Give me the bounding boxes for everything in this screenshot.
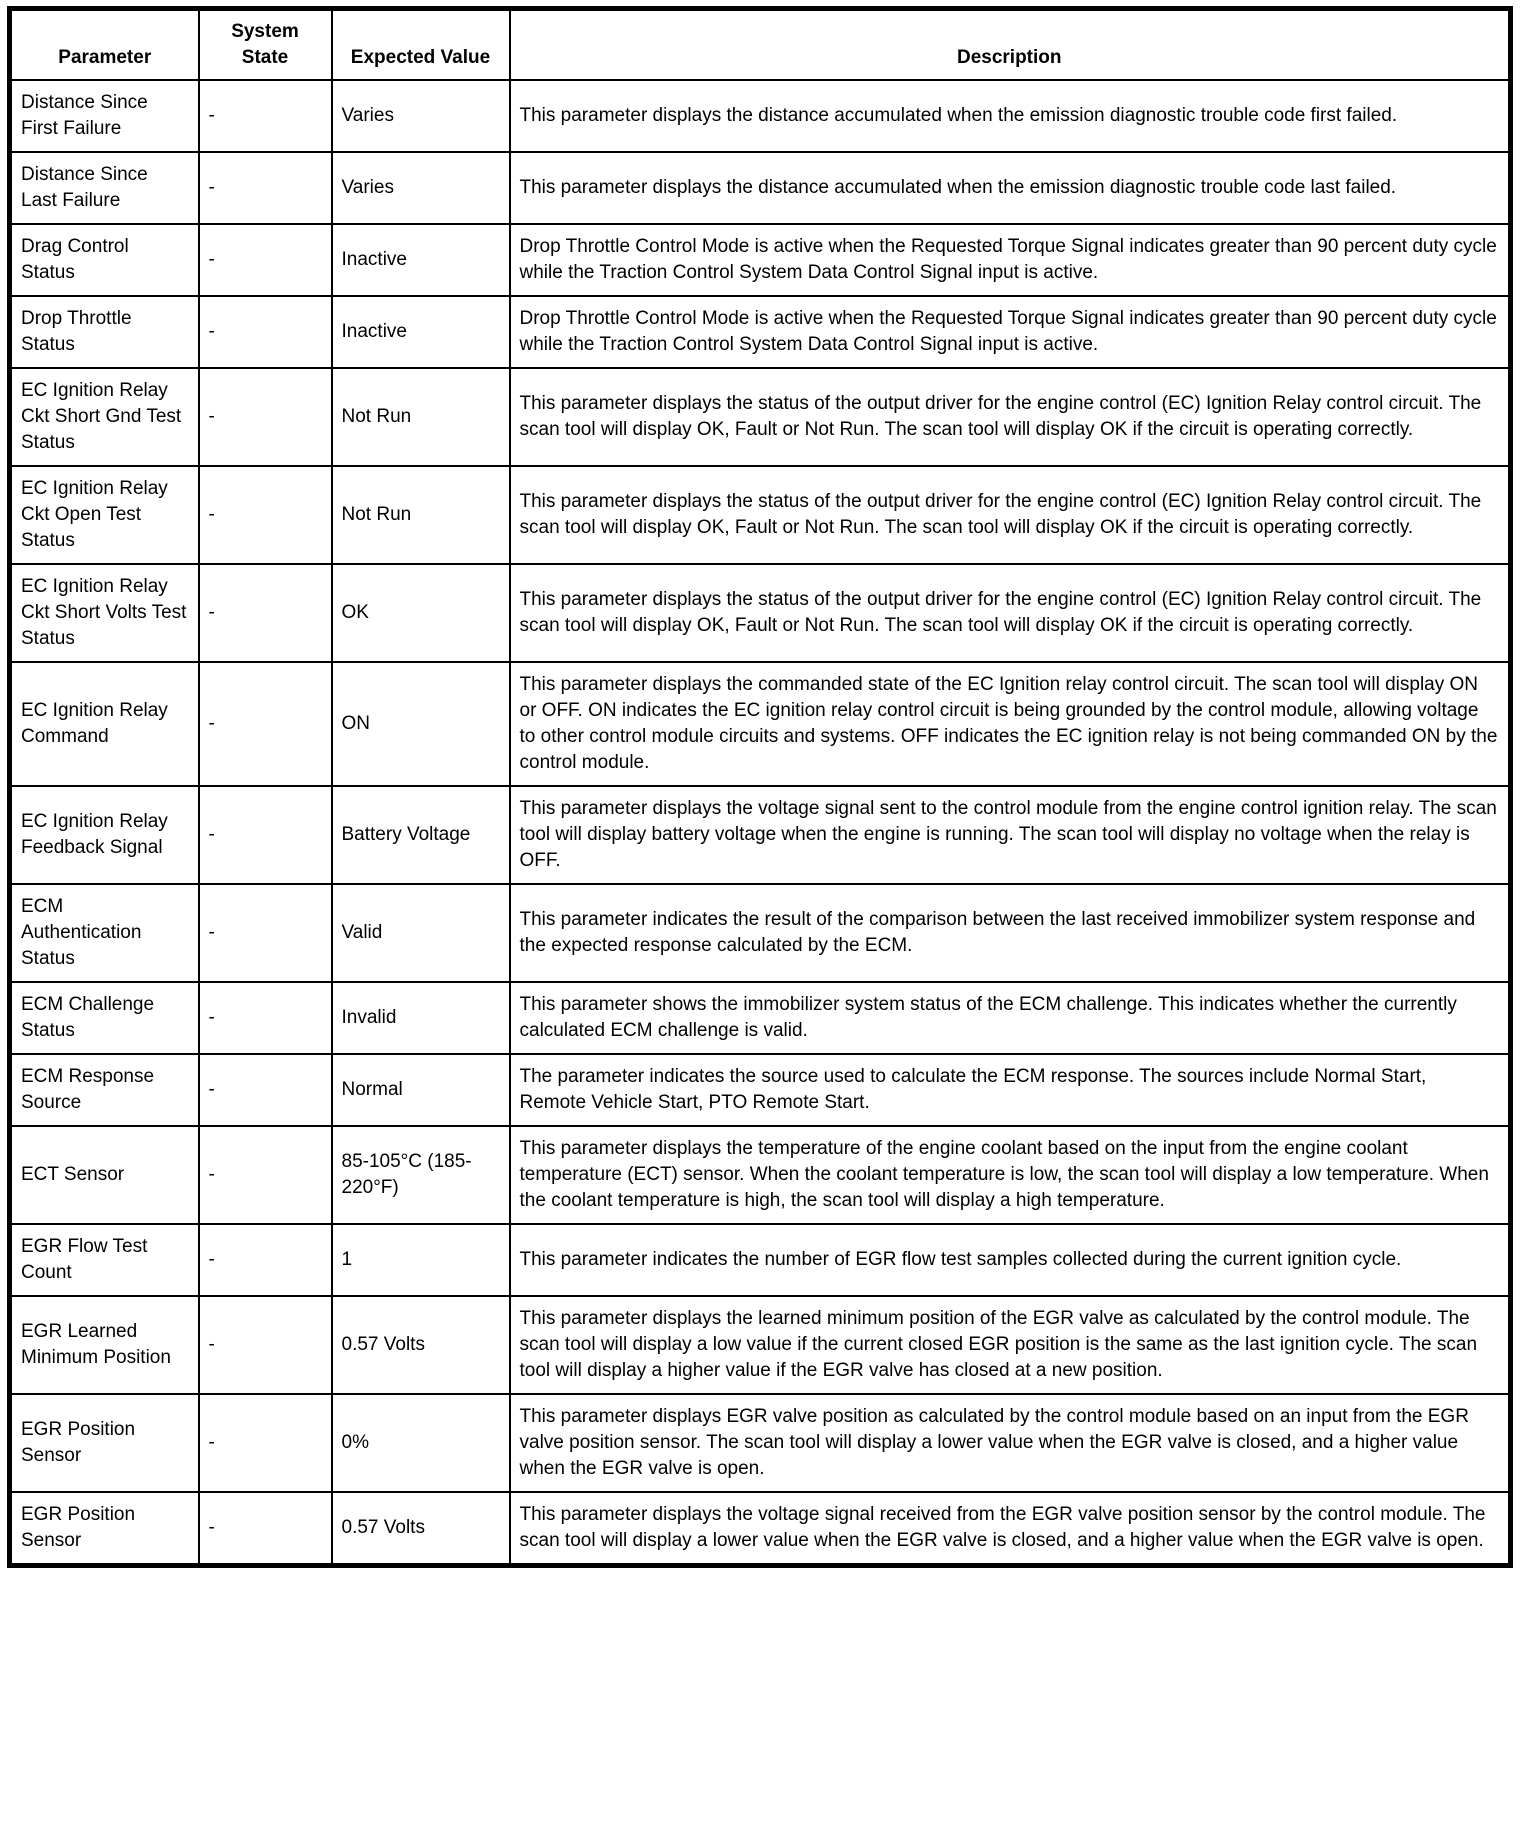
table-row — [10, 368, 1511, 466]
cell-parameter: Drop Throttle Status — [10, 296, 199, 368]
cell-system-state: - — [199, 1126, 332, 1224]
column-header-system-state: System State — [199, 9, 332, 81]
cell-system-state: - — [199, 1394, 332, 1492]
cell-parameter: ECM Response Source — [10, 1054, 199, 1126]
table-row — [10, 786, 1511, 884]
cell-system-state: - — [199, 1054, 332, 1126]
cell-expected-value: Invalid — [332, 982, 510, 1054]
table-row — [10, 296, 1511, 368]
cell-description: This parameter shows the immobilizer system status of the ECM challenge. This indicates whether the currently calculated ECM challenge is valid. — [510, 982, 1511, 1054]
table-row — [10, 1492, 1511, 1566]
table-row — [10, 1394, 1511, 1492]
cell-system-state: - — [199, 1492, 332, 1566]
column-header-parameter: Parameter — [10, 9, 199, 81]
cell-parameter: Drag Control Status — [10, 224, 199, 296]
cell-description: This parameter displays the commanded state of the EC Ignition relay control circuit. The scan tool will display ON or OFF. ON indicates the EC ignition relay control circuit is being grounded by the control module, allowing voltage to other control module circuits and systems. OFF indicates the EC ignition relay is not being commanded ON by the control module. — [510, 662, 1511, 786]
table-body — [10, 80, 1511, 1566]
cell-description: This parameter indicates the number of EGR flow test samples collected during the current ignition cycle. — [510, 1224, 1511, 1296]
cell-parameter: EC Ignition Relay Ckt Open Test Status — [10, 466, 199, 564]
cell-system-state: - — [199, 152, 332, 224]
cell-description: This parameter displays the temperature of the engine coolant based on the input from the engine coolant temperature (ECT) sensor. When the coolant temperature is low, the scan tool will display a low temperature. When the coolant temperature is high, the scan tool will display a high temperature. — [510, 1126, 1511, 1224]
cell-description: This parameter displays EGR valve position as calculated by the control module based on an input from the EGR valve position sensor. The scan tool will display a lower value when the EGR valve is closed, and a higher value when the EGR valve is open. — [510, 1394, 1511, 1492]
table-row — [10, 1296, 1511, 1394]
cell-parameter: ECM Challenge Status — [10, 982, 199, 1054]
cell-parameter: Distance Since First Failure — [10, 80, 199, 152]
cell-description: This parameter displays the status of the output driver for the engine control (EC) Ignition Relay control circuit. The scan tool will display OK, Fault or Not Run. The scan tool will display OK if the circuit is operating correctly. — [510, 368, 1511, 466]
cell-expected-value: Inactive — [332, 296, 510, 368]
cell-expected-value: Inactive — [332, 224, 510, 296]
cell-expected-value: Varies — [332, 80, 510, 152]
cell-system-state: - — [199, 982, 332, 1054]
cell-expected-value: 0% — [332, 1394, 510, 1492]
cell-expected-value: OK — [332, 564, 510, 662]
cell-system-state: - — [199, 80, 332, 152]
table-header — [10, 9, 1511, 81]
cell-parameter: ECM Authentication Status — [10, 884, 199, 982]
table-row — [10, 1054, 1511, 1126]
cell-parameter: EC Ignition Relay Ckt Short Gnd Test Status — [10, 368, 199, 466]
table-row — [10, 1224, 1511, 1296]
cell-system-state: - — [199, 224, 332, 296]
cell-expected-value: Battery Voltage — [332, 786, 510, 884]
table-row — [10, 224, 1511, 296]
cell-description: This parameter displays the learned minimum position of the EGR valve as calculated by the control module. The scan tool will display a low value if the current closed EGR position is the same as the last ignition cycle. The scan tool will display a higher value if the EGR valve has closed at a new position. — [510, 1296, 1511, 1394]
cell-parameter: ECT Sensor — [10, 1126, 199, 1224]
cell-system-state: - — [199, 466, 332, 564]
cell-description: This parameter displays the distance accumulated when the emission diagnostic trouble code first failed. — [510, 80, 1511, 152]
cell-parameter: EGR Position Sensor — [10, 1492, 199, 1566]
table-row — [10, 1126, 1511, 1224]
table-row — [10, 982, 1511, 1054]
cell-system-state: - — [199, 662, 332, 786]
cell-expected-value: Normal — [332, 1054, 510, 1126]
cell-expected-value: 1 — [332, 1224, 510, 1296]
cell-description: The parameter indicates the source used to calculate the ECM response. The sources include Normal Start, Remote Vehicle Start, PTO Remote Start. — [510, 1054, 1511, 1126]
cell-parameter: EGR Learned Minimum Position — [10, 1296, 199, 1394]
table-row — [10, 662, 1511, 786]
table-header-row — [10, 9, 1511, 81]
cell-expected-value: Valid — [332, 884, 510, 982]
cell-parameter: Distance Since Last Failure — [10, 152, 199, 224]
cell-expected-value: ON — [332, 662, 510, 786]
cell-parameter: EC Ignition Relay Feedback Signal — [10, 786, 199, 884]
cell-system-state: - — [199, 1296, 332, 1394]
cell-expected-value: Varies — [332, 152, 510, 224]
cell-description: This parameter displays the status of the output driver for the engine control (EC) Ignition Relay control circuit. The scan tool will display OK, Fault or Not Run. The scan tool will display OK if the circuit is operating correctly. — [510, 466, 1511, 564]
cell-parameter: EGR Position Sensor — [10, 1394, 199, 1492]
table-row — [10, 152, 1511, 224]
cell-system-state: - — [199, 884, 332, 982]
cell-expected-value: 0.57 Volts — [332, 1296, 510, 1394]
table-row — [10, 466, 1511, 564]
cell-description: This parameter indicates the result of the comparison between the last received immobilizer system response and the expected response calculated by the ECM. — [510, 884, 1511, 982]
cell-description: This parameter displays the voltage signal sent to the control module from the engine control ignition relay. The scan tool will display battery voltage when the engine is running. The scan tool will display no voltage when the relay is OFF. — [510, 786, 1511, 884]
cell-parameter: EGR Flow Test Count — [10, 1224, 199, 1296]
column-header-description: Description — [510, 9, 1511, 81]
cell-expected-value: 0.57 Volts — [332, 1492, 510, 1566]
cell-parameter: EC Ignition Relay Command — [10, 662, 199, 786]
cell-description: This parameter displays the status of the output driver for the engine control (EC) Ignition Relay control circuit. The scan tool will display OK, Fault or Not Run. The scan tool will display OK if the circuit is operating correctly. — [510, 564, 1511, 662]
table-row — [10, 884, 1511, 982]
cell-system-state: - — [199, 368, 332, 466]
cell-description: This parameter displays the distance accumulated when the emission diagnostic trouble code last failed. — [510, 152, 1511, 224]
cell-description: This parameter displays the voltage signal received from the EGR valve position sensor by the control module. The scan tool will display a lower value when the EGR valve is closed, and a higher value when the EGR valve is open. — [510, 1492, 1511, 1566]
cell-system-state: - — [199, 1224, 332, 1296]
cell-system-state: - — [199, 296, 332, 368]
cell-system-state: - — [199, 564, 332, 662]
cell-description: Drop Throttle Control Mode is active when the Requested Torque Signal indicates greater than 90 percent duty cycle while the Traction Control System Data Control Signal input is active. — [510, 296, 1511, 368]
cell-expected-value: Not Run — [332, 368, 510, 466]
table-row — [10, 80, 1511, 152]
cell-expected-value: 85-105°C (185-220°F) — [332, 1126, 510, 1224]
column-header-expected-value: Expected Value — [332, 9, 510, 81]
parameter-table — [7, 6, 1513, 1568]
cell-expected-value: Not Run — [332, 466, 510, 564]
cell-description: Drop Throttle Control Mode is active when the Requested Torque Signal indicates greater than 90 percent duty cycle while the Traction Control System Data Control Signal input is active. — [510, 224, 1511, 296]
table-row — [10, 564, 1511, 662]
cell-system-state: - — [199, 786, 332, 884]
cell-parameter: EC Ignition Relay Ckt Short Volts Test Status — [10, 564, 199, 662]
